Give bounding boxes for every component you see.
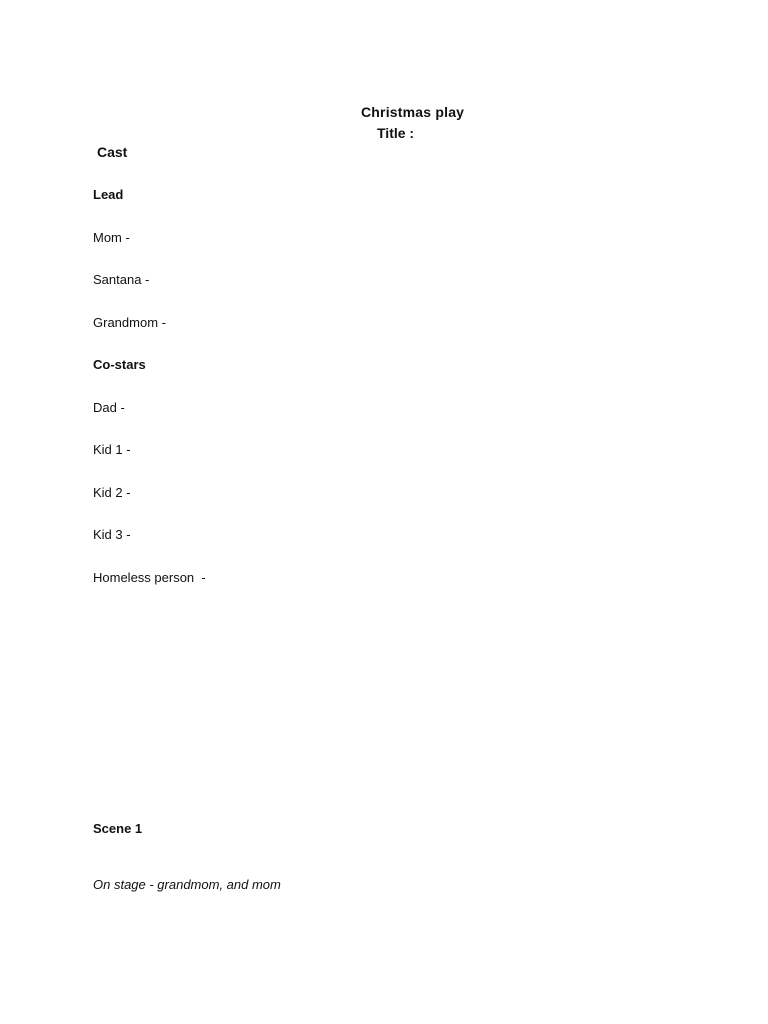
costars-heading: Co-stars xyxy=(93,357,146,372)
scene-stage-note: On stage - grandmom, and mom xyxy=(93,877,281,892)
cast-heading: Cast xyxy=(97,144,128,160)
scene-heading: Scene 1 xyxy=(93,821,143,836)
role-line: Dad - xyxy=(93,400,125,415)
role-line: Homeless person - xyxy=(93,570,206,585)
role-line: Mom - xyxy=(93,230,130,245)
role-line: Kid 2 - xyxy=(93,485,131,500)
role-line: Santana - xyxy=(93,272,150,287)
role-line: Kid 3 - xyxy=(93,527,131,542)
document-title: Christmas play xyxy=(361,104,465,120)
title-field-label: Title : xyxy=(377,125,415,141)
role-line: Grandmom - xyxy=(93,315,166,330)
lead-heading: Lead xyxy=(93,187,124,202)
role-line: Kid 1 - xyxy=(93,442,131,457)
